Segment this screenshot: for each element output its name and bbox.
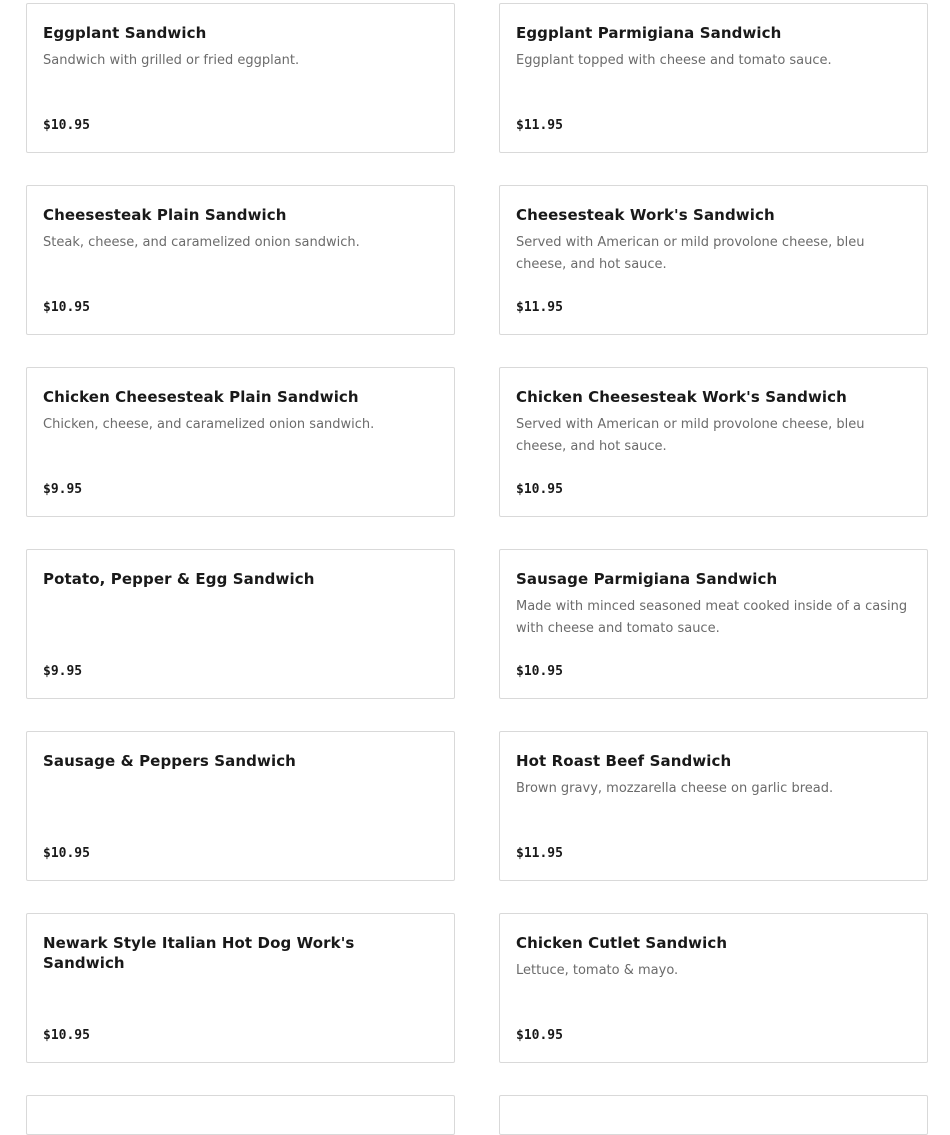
menu-item-card[interactable]: [499, 1095, 928, 1135]
menu-item-card[interactable]: [26, 367, 455, 517]
menu-item-card[interactable]: [26, 913, 455, 1063]
menu-item-name: Potato, Pepper & Egg Sandwich: [43, 570, 315, 588]
menu-item-price: $9.95: [43, 664, 83, 679]
menu-item-card[interactable]: [499, 549, 928, 699]
menu-item-name: Newark Style Italian Hot Dog Work's Sandwich: [43, 934, 355, 972]
menu-item-name: Cheesesteak Plain Sandwich: [43, 206, 287, 224]
menu-item-name: Hot Roast Beef Sandwich: [516, 752, 732, 770]
menu-item-name: Chicken Cheesesteak Plain Sandwich: [43, 388, 359, 406]
menu-item-description: Lettuce, tomato & mayo.: [516, 963, 679, 978]
menu-item-card[interactable]: [499, 731, 928, 881]
menu-item-card[interactable]: [499, 913, 928, 1063]
menu-item-price: $10.95: [43, 118, 90, 133]
menu-item-price: $10.95: [43, 1028, 90, 1043]
menu-item-description: Eggplant topped with cheese and tomato sauce.: [516, 53, 832, 68]
menu-item-price: $9.95: [43, 482, 83, 497]
menu-item-name: Eggplant Sandwich: [43, 24, 207, 42]
menu-item-price: $10.95: [43, 300, 90, 315]
menu-item-name: Sausage & Peppers Sandwich: [43, 752, 296, 770]
menu-item-name: Sausage Parmigiana Sandwich: [516, 570, 778, 588]
menu-item-price: $10.95: [516, 482, 563, 497]
menu-item-card[interactable]: [26, 731, 455, 881]
menu-item-card[interactable]: [26, 1095, 455, 1135]
menu-item-name: Chicken Cheesesteak Work's Sandwich: [516, 388, 847, 406]
menu-item-card[interactable]: [26, 549, 455, 699]
menu-item-card[interactable]: [499, 367, 928, 517]
menu-item-price: $10.95: [43, 846, 90, 861]
menu-item-description: Chicken, cheese, and caramelized onion sandwich.: [43, 417, 375, 432]
menu-item-description: Made with minced seasoned meat cooked inside of a casing with cheese and tomato sauce.: [516, 599, 908, 636]
menu-item-price: $10.95: [516, 1028, 563, 1043]
menu-item-price: $11.95: [516, 118, 563, 133]
menu-item-name: Eggplant Parmigiana Sandwich: [516, 24, 782, 42]
menu-item-card[interactable]: [26, 185, 455, 335]
menu-item-description: Served with American or mild provolone cheese, bleu cheese, and hot sauce.: [516, 235, 865, 272]
menu-item-price: $11.95: [516, 300, 563, 315]
menu-item-price: $11.95: [516, 846, 563, 861]
menu-item-description: Steak, cheese, and caramelized onion sandwich.: [43, 235, 360, 250]
menu-item-name: Chicken Cutlet Sandwich: [516, 934, 728, 952]
menu-item-card[interactable]: [499, 3, 928, 153]
menu-item-name: Cheesesteak Work's Sandwich: [516, 206, 775, 224]
menu-item-card[interactable]: [26, 3, 455, 153]
menu-item-grid: [26, 3, 928, 1135]
menu-item-card[interactable]: [499, 185, 928, 335]
menu-item-price: $10.95: [516, 664, 563, 679]
menu-item-description: Brown gravy, mozzarella cheese on garlic bread.: [516, 781, 834, 796]
menu-item-description: Served with American or mild provolone cheese, bleu cheese, and hot sauce.: [516, 417, 865, 454]
menu-item-description: Sandwich with grilled or fried eggplant.: [43, 53, 300, 68]
